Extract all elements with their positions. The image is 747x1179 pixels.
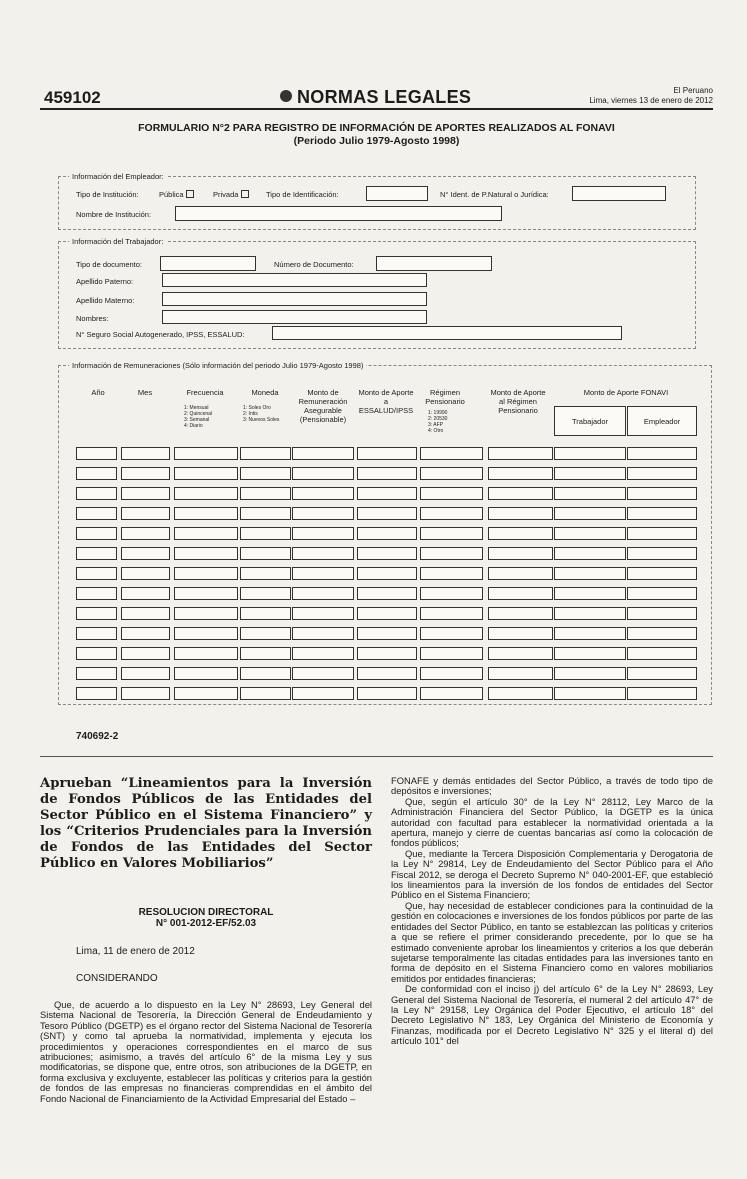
table-cell[interactable] (292, 627, 354, 640)
table-cell[interactable] (488, 687, 553, 700)
table-cell[interactable] (76, 607, 117, 620)
table-cell[interactable] (174, 507, 238, 520)
right-column (391, 776, 713, 1047)
table-cell[interactable] (420, 567, 483, 580)
col-insurable: Monto de Remuneración Asegurable (Pensionable) (298, 388, 348, 424)
form-title-line1: FORMULARIO N°2 PARA REGISTRO DE INFORMACIÓN DE APORTES REALIZADOS AL FONAVI (138, 122, 615, 134)
table-cell[interactable] (488, 547, 553, 560)
table-cell[interactable] (627, 647, 697, 660)
resolution-line1: RESOLUCION DIRECTORAL (138, 907, 274, 918)
regime-options (420, 410, 482, 434)
table-cell[interactable] (554, 667, 626, 680)
table-cell[interactable] (121, 507, 170, 520)
employer-section (58, 172, 696, 230)
currency-option: 1: Soles Oro (243, 405, 271, 411)
fonavi-employer-header (627, 406, 697, 436)
publica-option[interactable] (159, 190, 194, 199)
fonavi-worker-header (554, 406, 626, 436)
table-cell[interactable] (76, 487, 117, 500)
table-cell[interactable] (420, 667, 483, 680)
table-cell[interactable] (420, 507, 483, 520)
table-cell[interactable] (627, 587, 697, 600)
table-cell[interactable] (240, 487, 291, 500)
table-cell[interactable] (554, 487, 626, 500)
form-title (40, 122, 713, 148)
form-title-line2: (Periodo Julio 1979-Agosto 1998) (293, 135, 460, 147)
resolution-heading (40, 907, 372, 929)
table-cell[interactable] (121, 567, 170, 580)
table-cell[interactable] (174, 567, 238, 580)
col-currency-title: Moneda (251, 388, 279, 397)
table-cell[interactable] (174, 587, 238, 600)
col-worker: Trabajador (572, 417, 608, 426)
privada-option[interactable] (213, 190, 249, 199)
paragraph: FONAFE y demás entidades del Sector Público, a través de todo tipo de depósitos e inversiones; (391, 775, 713, 797)
table-cell[interactable] (488, 667, 553, 680)
table-cell[interactable] (76, 687, 117, 700)
paragraph: De conformidad con el inciso j) del artículo 6° de la Ley N° 28693, Ley General del Sistema Nacional de Tesorería, el numeral 2 del artículo 47° de la Ley N° 29158, Ley Orgánica del Poder Ejecutivo, el artículo 18° del Decreto Legislativo N° 183, Ley Orgánica del Ministerio de Economía y Finanzas, modificada por el Decreto Legislativo N° 325 y el literal d) del artículo 101° del (391, 983, 713, 1047)
table-cell[interactable] (420, 607, 483, 620)
table-cell[interactable] (292, 607, 354, 620)
table-cell[interactable] (488, 647, 553, 660)
institution-name-field[interactable] (175, 206, 502, 221)
col-regime-title: Régimen Pensionario (425, 388, 465, 406)
table-cell[interactable] (357, 587, 417, 600)
table-cell[interactable] (76, 547, 117, 560)
table-cell[interactable] (240, 447, 291, 460)
col-regime-amount: Monto de Aporte al Régimen Pensionario (490, 388, 546, 415)
left-paragraph (40, 1000, 372, 1104)
frequency-option: 3: Semanal (184, 417, 210, 423)
table-cell[interactable] (121, 587, 170, 600)
table-cell[interactable] (420, 467, 483, 480)
table-cell[interactable] (240, 507, 291, 520)
resolution-line2: N° 001-2012-EF/52.03 (155, 918, 257, 929)
names-label: Nombres: (76, 314, 109, 323)
table-cell[interactable] (627, 467, 697, 480)
col-essalud: Monto de Aporte a ESSALUD/IPSS (358, 388, 414, 415)
newspaper-name: El Peruano (673, 86, 713, 95)
table-cell[interactable] (554, 527, 626, 540)
table-cell[interactable] (121, 467, 170, 480)
paragraph: Que, de acuerdo a lo dispuesto en la Ley N° 28693, Ley General del Sistema Nacional de Tesorería, la Dirección General de Endeudamiento y Tesoro Público (DGETP) es el órgano rector del Sistema Nacional de Tesorería (SNT) y como tal aprueba la normatividad, implementa y ejecuta los procedimientos y operaciones correspondientes en el marco de sus atribuciones; asimismo, a través del artículo 6° de la misma Ley y sus modificatorias, se dispone que, entre otros, son atribuciones de la DGETP, en forma exclusiva y excluyente, establecer las políticas y criterios para la gestión de fondos de las empresas no financieras comprendidas en el ámbito del Fondo Nacional de Financiamiento de la Actividad Empresarial del Estado – (40, 999, 372, 1104)
table-cell[interactable] (121, 527, 170, 540)
table-cell[interactable] (488, 507, 553, 520)
table-cell[interactable] (488, 467, 553, 480)
table-cell[interactable] (357, 487, 417, 500)
table-cell[interactable] (174, 447, 238, 460)
table-cell[interactable] (240, 647, 291, 660)
regime-option: 1: 19990 (428, 410, 448, 416)
maternal-label: Apellido Materno: (76, 296, 135, 305)
table-cell[interactable] (357, 507, 417, 520)
table-cell[interactable] (174, 687, 238, 700)
table-cell[interactable] (121, 487, 170, 500)
header-rule (40, 108, 713, 110)
paragraph: Que, según el artículo 30° de la Ley N° 28112, Ley Marco de la Administración Financiera del Sector Público, la DGETP es la única autoridad con facultad para establecer la normatividad orientada a la apertura, manejo y cierre de cuentas bancarias así como la colocación de fondos públicos; (391, 795, 713, 849)
col-fonavi: Monto de Aporte FONAVI (583, 388, 669, 397)
institution-type-label: Tipo de Institución: (76, 190, 139, 199)
table-cell[interactable] (627, 507, 697, 520)
table-cell[interactable] (240, 587, 291, 600)
table-cell[interactable] (76, 467, 117, 480)
col-frequency (174, 388, 236, 429)
table-cell[interactable] (240, 687, 291, 700)
table-cell[interactable] (357, 647, 417, 660)
table-cell[interactable] (357, 687, 417, 700)
section-title-text: NORMAS LEGALES (297, 87, 472, 107)
table-cell[interactable] (174, 627, 238, 640)
table-cell[interactable] (174, 667, 238, 680)
table-cell[interactable] (420, 627, 483, 640)
table-cell[interactable] (627, 667, 697, 680)
doc-number-label: Número de Documento: (274, 260, 354, 269)
table-cell[interactable] (357, 447, 417, 460)
table-cell[interactable] (627, 527, 697, 540)
institution-name-label: Nombre de Institución: (76, 210, 152, 219)
table-cell[interactable] (554, 567, 626, 580)
table-cell[interactable] (554, 547, 626, 560)
table-cell[interactable] (121, 647, 170, 660)
table-cell[interactable] (292, 507, 354, 520)
currency-option: 3: Nuevos Soles (243, 417, 280, 423)
place-date: Lima, 11 de enero de 2012 (76, 946, 195, 957)
table-cell[interactable] (627, 607, 697, 620)
table-cell[interactable] (292, 487, 354, 500)
doc-number-field[interactable] (376, 256, 492, 271)
table-cell[interactable] (121, 607, 170, 620)
table-cell[interactable] (121, 627, 170, 640)
table-cell[interactable] (292, 467, 354, 480)
id-type-field[interactable] (366, 186, 428, 201)
frequency-option: 4: Diario (184, 423, 203, 429)
table-cell[interactable] (488, 587, 553, 600)
section-title (280, 87, 471, 108)
article-title: Aprueban “Lineamientos para la Inversión de Fondos Públicos de las Entidades del Sector Público en el Sistema Financiero” y los “Criterios Prudenciales para la Inversión de Fondos de las Entidades del Sector Público en Valores Mobiliarios” (40, 776, 372, 871)
table-cell[interactable] (121, 447, 170, 460)
regime-option: 3: AFP (428, 422, 444, 428)
table-cell[interactable] (627, 567, 697, 580)
paragraph: Que, mediante la Tercera Disposición Complementaria y Derogatoria de la Ley N° 29814, Ley de Endeudamiento del Sector Público para el Año Fiscal 2012, se deroga el Decreto Supremo N° 040-2001-EF, que estableció los lineamientos para la inversión de los fondos de entidades del Sector Público en el Sistema Financiero; (391, 847, 713, 901)
table-cell[interactable] (488, 447, 553, 460)
table-cell[interactable] (554, 467, 626, 480)
table-cell[interactable] (420, 527, 483, 540)
table-cell[interactable] (357, 467, 417, 480)
maternal-field[interactable] (162, 292, 427, 306)
table-cell[interactable] (292, 647, 354, 660)
table-cell[interactable] (292, 687, 354, 700)
table-cell[interactable] (357, 547, 417, 560)
table-cell[interactable] (554, 507, 626, 520)
table-cell[interactable] (554, 447, 626, 460)
table-cell[interactable] (554, 627, 626, 640)
table-cell[interactable] (76, 587, 117, 600)
table-cell[interactable] (488, 607, 553, 620)
table-cell[interactable] (357, 527, 417, 540)
table-cell[interactable] (420, 487, 483, 500)
doc-type-label: Tipo de documento: (76, 260, 143, 269)
names-field[interactable] (162, 310, 427, 324)
social-security-field[interactable] (272, 326, 622, 340)
considering-heading: CONSIDERANDO (76, 973, 158, 984)
table-cell[interactable] (174, 487, 238, 500)
table-cell[interactable] (627, 487, 697, 500)
table-cell[interactable] (76, 647, 117, 660)
table-cell[interactable] (488, 627, 553, 640)
table-cell[interactable] (420, 447, 483, 460)
table-cell[interactable] (292, 447, 354, 460)
table-cell[interactable] (488, 527, 553, 540)
table-cell[interactable] (357, 667, 417, 680)
table-cell[interactable] (240, 467, 291, 480)
worker-legend: Información del Trabajador: (72, 237, 164, 246)
id-number-label: N° Ident. de P.Natural o Jurídica: (440, 190, 549, 199)
issue-date: Lima, viernes 13 de enero de 2012 (589, 96, 713, 105)
table-cell[interactable] (76, 527, 117, 540)
emblem-icon (280, 90, 292, 102)
table-cell[interactable] (292, 587, 354, 600)
table-cell[interactable] (240, 607, 291, 620)
currency-option: 2: Intis (243, 411, 258, 417)
id-number-field[interactable] (572, 186, 666, 201)
table-cell[interactable] (357, 627, 417, 640)
col-regime (420, 388, 482, 434)
paragraph: Que, hay necesidad de establecer condiciones para la continuidad de la gestión en colocaciones e inversiones de los fondos públicos por parte de las entidades del Sector Público, en tanto se establezcan las políticas y criterios a que se refiere el primer considerando precedente, por lo que se ha estimado conveniente aprobar los lineamientos y criterios a los que deberán sujetarse temporalmente las citadas entidades para las inversiones tanto en forma de depósito en el Sistema Financiero como en valores mobiliarios emitidos por entidades financieras; (391, 899, 713, 984)
table-cell[interactable] (76, 667, 117, 680)
privada-checkbox[interactable] (241, 190, 249, 198)
table-cell[interactable] (627, 687, 697, 700)
table-cell[interactable] (627, 547, 697, 560)
table-cell[interactable] (174, 467, 238, 480)
table-cell[interactable] (420, 587, 483, 600)
page-number: 459102 (44, 88, 101, 107)
table-cell[interactable] (357, 567, 417, 580)
regime-option: 2: 20530 (428, 416, 448, 422)
table-cell[interactable] (292, 547, 354, 560)
section-separator (40, 756, 713, 757)
currency-options (240, 405, 290, 423)
table-cell[interactable] (627, 447, 697, 460)
regime-option: 4: Otro (428, 428, 444, 434)
table-cell[interactable] (240, 567, 291, 580)
table-cell[interactable] (627, 627, 697, 640)
publica-label: Pública (159, 190, 184, 199)
col-month: Mes (137, 388, 153, 397)
table-cell[interactable] (76, 447, 117, 460)
table-cell[interactable] (488, 487, 553, 500)
table-cell[interactable] (174, 647, 238, 660)
paternal-label: Apellido Paterno: (76, 277, 134, 286)
remuneration-legend: Información de Remuneraciones (Sólo información del periodo Julio 1979-Agosto 1998) (72, 361, 364, 370)
col-employer: Empleador (643, 417, 681, 426)
table-cell[interactable] (488, 567, 553, 580)
col-frequency-title: Frecuencia (186, 388, 224, 397)
id-type-label: Tipo de Identificación: (266, 190, 339, 199)
table-cell[interactable] (554, 647, 626, 660)
frequency-option: 2: Quincenal (184, 411, 213, 417)
employer-legend: Información del Empleador: (72, 172, 164, 181)
privada-label: Privada (213, 190, 239, 199)
table-cell[interactable] (420, 547, 483, 560)
table-cell[interactable] (554, 587, 626, 600)
table-cell[interactable] (76, 567, 117, 580)
table-cell[interactable] (174, 527, 238, 540)
table-cell[interactable] (76, 507, 117, 520)
frequency-option: 1: Mensual (184, 405, 209, 411)
social-security-label: N° Seguro Social Autogenerado, IPSS, ESSALUD: (76, 330, 245, 339)
table-cell[interactable] (76, 627, 117, 640)
header-info (589, 86, 713, 106)
table-cell[interactable] (357, 607, 417, 620)
table-cell[interactable] (420, 687, 483, 700)
table-cell[interactable] (292, 567, 354, 580)
table-cell[interactable] (420, 647, 483, 660)
table-cell[interactable] (240, 527, 291, 540)
table-cell[interactable] (240, 667, 291, 680)
table-cell[interactable] (292, 527, 354, 540)
table-cell[interactable] (554, 687, 626, 700)
paternal-field[interactable] (162, 273, 427, 287)
doc-type-field[interactable] (160, 256, 256, 271)
table-cell[interactable] (121, 687, 170, 700)
col-year: Año (91, 388, 105, 397)
table-cell[interactable] (174, 607, 238, 620)
table-cell[interactable] (292, 667, 354, 680)
col-currency (240, 388, 290, 423)
publica-checkbox[interactable] (186, 190, 194, 198)
table-cell[interactable] (174, 547, 238, 560)
table-cell[interactable] (240, 627, 291, 640)
frequency-options (174, 405, 236, 429)
table-cell[interactable] (121, 547, 170, 560)
table-cell[interactable] (554, 607, 626, 620)
table-cell[interactable] (240, 547, 291, 560)
table-cell[interactable] (121, 667, 170, 680)
reference-code: 740692-2 (76, 731, 119, 742)
